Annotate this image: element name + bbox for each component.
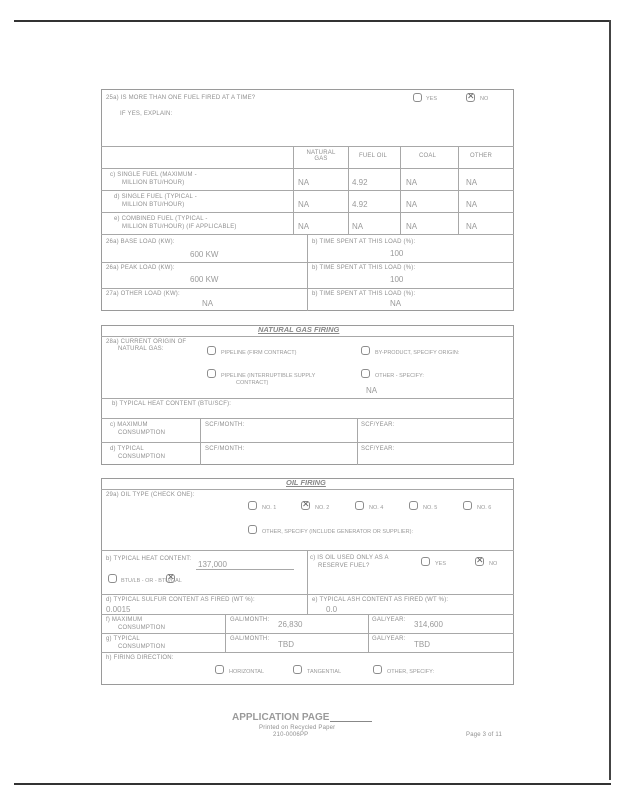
row-c-label-1: c) SINGLE FUEL (MAXIMUM - [110, 172, 197, 178]
oil-dir-horizontal-label: HORIZONTAL [229, 669, 265, 675]
gas-pipeline-firm-label: PIPELINE (FIRM CONTRACT) [221, 350, 297, 356]
gas-typ-scf-month: SCF/MONTH: [205, 446, 245, 452]
oil-type-no5-label: NO. 5 [423, 505, 438, 511]
recycled-paper-note: Printed on Recycled Paper [259, 725, 336, 731]
row-d-gas: NA [298, 200, 310, 209]
oil-ash-value: 0.0 [326, 605, 338, 614]
base-load-value: 600 KW [190, 250, 219, 259]
peak-time-label: b) TIME SPENT AT THIS LOAD (%): [312, 265, 416, 271]
gas-byproduct-checkbox[interactable] [361, 346, 370, 355]
other-time-value: NA [390, 299, 402, 308]
gas-heat-content-label: b) TYPICAL HEAT CONTENT (BTU/SCF): [112, 401, 232, 407]
oil-type-no2-checkbox[interactable] [301, 501, 310, 510]
oil-heat-units-label: BTU/LB - OR - BTU/GAL [121, 578, 182, 584]
row-d-coal: NA [406, 200, 418, 209]
application-page-title: APPLICATION PAGE [232, 712, 330, 723]
oil-reserve-yes-checkbox[interactable] [421, 557, 430, 566]
if-yes-explain-label: IF YES, EXPLAIN: [120, 111, 173, 117]
row-e-label-1: e) COMBINED FUEL (TYPICAL - [114, 216, 208, 222]
row-c-other: NA [466, 178, 478, 187]
row-d-oil: 4.92 [352, 200, 368, 209]
gas-origin-label-2: NATURAL GAS: [118, 346, 164, 352]
row-c-label-2: MILLION BTU/HOUR) [122, 180, 185, 186]
oil-max-gal-month-value: 26,830 [278, 620, 303, 629]
oil-reserve-label-1: c) IS OIL USED ONLY AS A [310, 555, 389, 561]
top-border [14, 20, 611, 22]
gas-max-scf-month: SCF/MONTH: [205, 422, 245, 428]
row-c-oil: 4.92 [352, 178, 368, 187]
oil-dir-horizontal-checkbox[interactable] [215, 665, 224, 674]
oil-firing-direction-label: h) FIRING DIRECTION: [106, 655, 174, 661]
other-time-label: b) TIME SPENT AT THIS LOAD (%): [312, 291, 416, 297]
oil-type-no4-checkbox[interactable] [355, 501, 364, 510]
row-d-label-1: d) SINGLE FUEL (TYPICAL - [114, 194, 197, 200]
oil-reserve-no-label: NO [489, 561, 498, 567]
q25a-no-label: NO [480, 96, 489, 102]
q25a-no-checkbox[interactable] [466, 93, 475, 102]
oil-reserve-yes-label: YES [435, 561, 447, 567]
form-number: 210-0006PP [273, 732, 309, 738]
oil-dir-other-label: OTHER, SPECIFY: [387, 669, 435, 675]
oil-max-gal-year-label: GAL/YEAR: [372, 617, 406, 623]
gas-interruptible-label-1: PIPELINE (INTERRUPTIBLE SUPPLY [221, 373, 316, 379]
gas-pipeline-interruptible-checkbox[interactable] [207, 369, 216, 378]
gas-max-label-2: CONSUMPTION [118, 430, 166, 436]
natural-gas-title: NATURAL GAS FIRING [258, 325, 340, 334]
gas-typ-label-2: CONSUMPTION [118, 454, 166, 460]
oil-type-no6-label: NO. 6 [477, 505, 492, 511]
oil-type-no1-checkbox[interactable] [248, 501, 257, 510]
oil-max-label-2: CONSUMPTION [118, 625, 166, 631]
gas-pipeline-firm-checkbox[interactable] [207, 346, 216, 355]
gas-typ-label-1: d) TYPICAL [110, 446, 144, 452]
oil-heat-content-value: 137,000 [198, 560, 227, 569]
q25a-label: 25a) IS MORE THAN ONE FUEL FIRED AT A TIME? [106, 95, 256, 101]
oil-typ-gal-month-value: TBD [278, 640, 294, 649]
oil-typ-label-2: CONSUMPTION [118, 644, 166, 650]
q25a-yes-label: YES [426, 96, 438, 102]
peak-load-value: 600 KW [190, 275, 219, 284]
row-e-coal: NA [406, 222, 418, 231]
gas-origin-label-1: 28a) CURRENT ORIGIN OF [106, 339, 187, 345]
gas-other-value: NA [366, 386, 378, 395]
row-c-coal: NA [406, 178, 418, 187]
oil-type-no4-label: NO. 4 [369, 505, 384, 511]
col-natural-gas: NATURAL GAS [306, 150, 336, 162]
col-coal: COAL [419, 153, 437, 159]
oil-other-label: OTHER, SPECIFY (INCLUDE GENERATOR OR SUPPLIER): [262, 529, 413, 535]
oil-dir-tangential-checkbox[interactable] [293, 665, 302, 674]
oil-typ-gal-month-label: GAL/MONTH: [230, 636, 270, 642]
oil-heat-content-label: b) TYPICAL HEAT CONTENT: [106, 556, 192, 562]
oil-max-gal-month-label: GAL/MONTH: [230, 617, 270, 623]
oil-ash-label: e) TYPICAL ASH CONTENT AS FIRED (WT %): [312, 597, 449, 603]
oil-dir-other-checkbox[interactable] [373, 665, 382, 674]
row-c-gas: NA [298, 178, 310, 187]
oil-type-no1-label: NO. 1 [262, 505, 277, 511]
col-other: OTHER [470, 153, 492, 159]
oil-sulfur-label: d) TYPICAL SULFUR CONTENT AS FIRED (WT %): [106, 597, 255, 603]
gas-typ-scf-year: SCF/YEAR: [361, 446, 395, 452]
oil-type-no5-checkbox[interactable] [409, 501, 418, 510]
row-e-gas: NA [298, 222, 310, 231]
row-d-other: NA [466, 200, 478, 209]
oil-other-checkbox[interactable] [248, 525, 257, 534]
oil-sulfur-value: 0.0015 [106, 605, 131, 614]
gas-interruptible-label-2: CONTRACT) [236, 380, 269, 386]
oil-type-no6-checkbox[interactable] [463, 501, 472, 510]
other-load-value: NA [202, 299, 214, 308]
base-time-value: 100 [390, 249, 404, 258]
oil-reserve-no-checkbox[interactable] [475, 557, 484, 566]
peak-load-label: 26a) PEAK LOAD (KW): [106, 265, 175, 271]
bottom-border [14, 783, 611, 785]
q25a-yes-checkbox[interactable] [413, 93, 422, 102]
oil-btu-lb-checkbox[interactable] [108, 574, 117, 583]
gas-byproduct-label: BY-PRODUCT, SPECIFY ORIGIN: [375, 350, 460, 356]
row-e-label-2: MILLION BTU/HOUR) (IF APPLICABLE) [122, 224, 237, 230]
right-border [609, 20, 611, 780]
gas-other-checkbox[interactable] [361, 369, 370, 378]
oil-typ-gal-year-value: TBD [414, 640, 430, 649]
row-e-other: NA [466, 222, 478, 231]
base-time-label: b) TIME SPENT AT THIS LOAD (%): [312, 239, 416, 245]
gas-other-label: OTHER - SPECIFY: [375, 373, 424, 379]
row-d-label-2: MILLION BTU/HOUR) [122, 202, 185, 208]
oil-typ-gal-year-label: GAL/YEAR: [372, 636, 406, 642]
oil-max-gal-year-value: 314,600 [414, 620, 443, 629]
base-load-label: 26a) BASE LOAD (KW): [106, 239, 175, 245]
oil-type-label: 29a) OIL TYPE (CHECK ONE): [106, 492, 195, 498]
gas-max-scf-year: SCF/YEAR: [361, 422, 395, 428]
oil-reserve-label-2: RESERVE FUEL? [318, 563, 370, 569]
peak-time-value: 100 [390, 275, 404, 284]
oil-max-label-1: f) MAXIMUM [106, 617, 143, 623]
col-fuel-oil: FUEL OIL [359, 153, 388, 159]
row-e-oil: NA [352, 222, 364, 231]
other-load-label: 27a) OTHER LOAD (KW): [106, 291, 180, 297]
oil-firing-title: OIL FIRING [286, 478, 326, 487]
page-number: Page 3 of 11 [466, 732, 502, 738]
oil-type-no2-label: NO. 2 [315, 505, 330, 511]
oil-typ-label-1: g) TYPICAL [106, 636, 140, 642]
gas-max-label-1: c) MAXIMUM [110, 422, 148, 428]
oil-dir-tangential-label: TANGENTIAL [307, 669, 342, 675]
